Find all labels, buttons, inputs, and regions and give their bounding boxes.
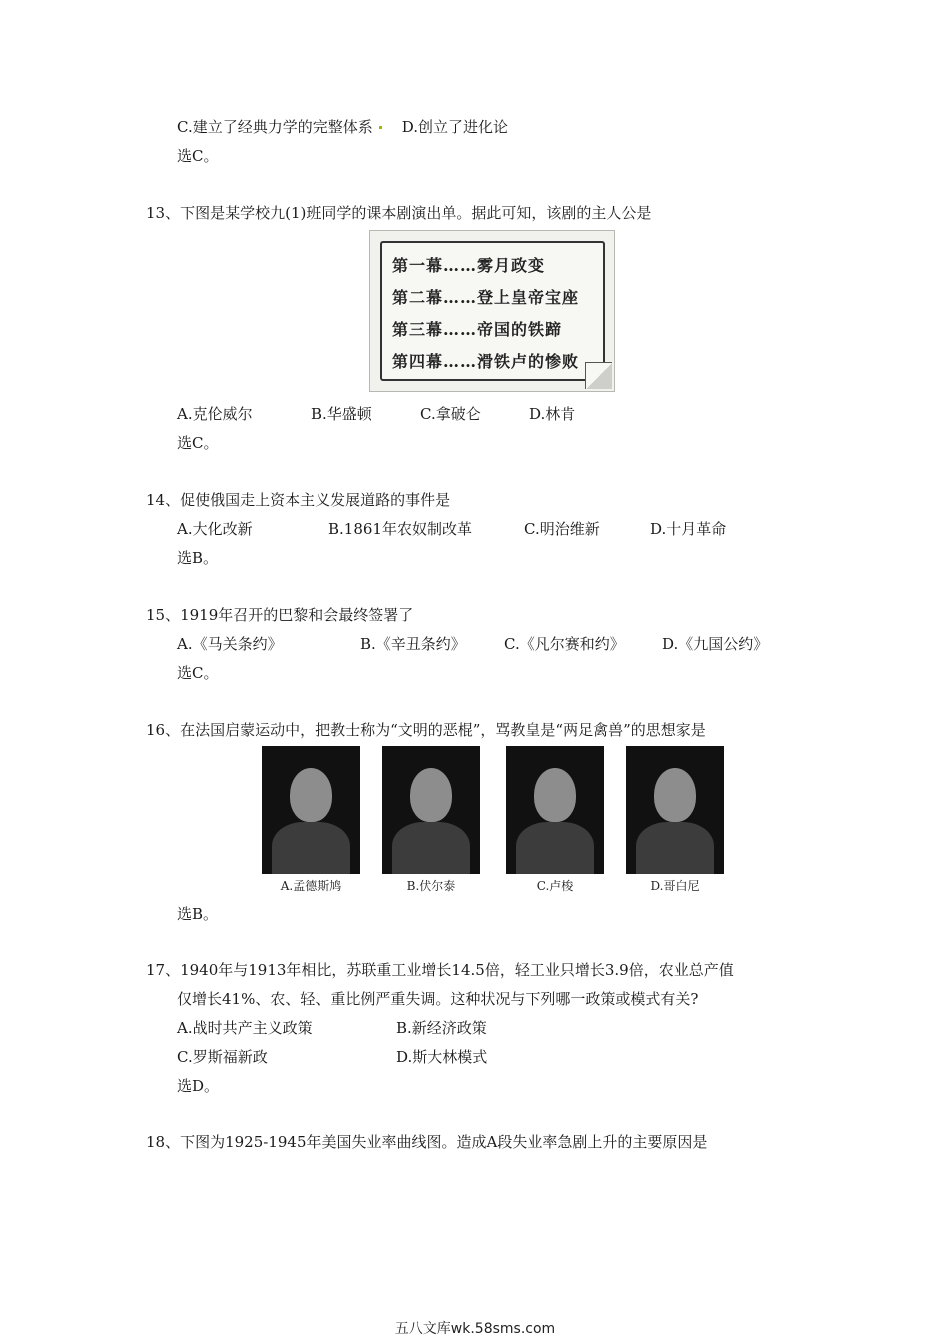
q14-option-a: A.大化改新 xyxy=(177,520,253,538)
program-act-1: 第一幕……雾月政变 xyxy=(392,256,546,275)
program-act-3: 第三幕……帝国的铁蹄 xyxy=(392,320,563,339)
q12-option-c: C.建立了经典力学的完整体系 xyxy=(177,118,373,136)
q17-option-a: A.战时共产主义政策 xyxy=(177,1019,313,1037)
q17-stem-line2: 仅增长41%、农、轻、重比例严重失调。这种状况与下列哪一政策或模式有关? xyxy=(177,990,699,1008)
q13-option-c: C.拿破仑 xyxy=(420,405,481,423)
q12-answer: 选C。 xyxy=(177,147,219,165)
q18-stem: 18、下图为1925-1945年美国失业率曲线图。造成A段失业率急剧上升的主要原因是 xyxy=(146,1133,708,1151)
portrait-caption-b: B.伏尔泰 xyxy=(406,879,456,893)
q13-option-b: B.华盛顿 xyxy=(311,405,372,423)
q15-stem: 15、1919年召开的巴黎和会最终签署了 xyxy=(146,606,414,624)
portrait-image-a xyxy=(262,746,360,874)
q13-answer: 选C。 xyxy=(177,434,219,452)
q17-option-d: D.斯大林模式 xyxy=(396,1048,488,1066)
portrait-caption-c: C.卢梭 xyxy=(536,879,574,893)
q15-answer: 选C。 xyxy=(177,664,219,682)
q14-stem: 14、促使俄国走上资本主义发展道路的事件是 xyxy=(146,491,451,509)
q16-portraits xyxy=(250,746,730,896)
q13-program-card xyxy=(369,230,615,392)
q12-option-d: D.创立了进化论 xyxy=(401,118,508,136)
program-act-2: 第二幕……登上皇帝宝座 xyxy=(392,288,580,307)
program-act-4: 第四幕……滑铁卢的惨败 xyxy=(392,352,580,371)
program-frame xyxy=(380,241,605,381)
page-curl xyxy=(585,362,612,389)
q12-options-row xyxy=(177,117,508,137)
portrait-image-b xyxy=(382,746,480,874)
q14-answer: 选B。 xyxy=(177,549,219,567)
q16-stem: 16、在法国启蒙运动中，把教士称为“文明的恶棍”，骂教皇是“两足禽兽”的思想家是 xyxy=(146,721,706,739)
q14-option-b: B.1861年农奴制改革 xyxy=(328,520,472,538)
portrait-caption-a: A.孟德斯鸠 xyxy=(280,879,342,893)
q14-option-d: D.十月革命 xyxy=(650,520,727,538)
q16-answer: 选B。 xyxy=(177,905,219,923)
q13-option-d: D.林肯 xyxy=(529,405,576,423)
q15-option-c: C.《凡尔赛和约》 xyxy=(504,635,625,653)
q17-answer: 选D。 xyxy=(177,1077,220,1095)
page-footer: 五八文库wk.58sms.com xyxy=(394,1321,556,1337)
portrait-image-d xyxy=(626,746,724,874)
q15-option-d: D.《九国公约》 xyxy=(662,635,769,653)
portrait-d xyxy=(626,746,724,894)
portrait-image-c xyxy=(506,746,604,874)
marker-dot xyxy=(379,126,382,129)
portrait-c xyxy=(506,746,604,894)
portrait-b xyxy=(382,746,480,894)
q17-option-c: C.罗斯福新政 xyxy=(177,1048,268,1066)
portrait-caption-d: D.哥白尼 xyxy=(650,879,700,893)
q17-option-b: B.新经济政策 xyxy=(396,1019,487,1037)
q15-option-a: A.《马关条约》 xyxy=(177,635,283,653)
q17-stem-line1: 17、1940年与1913年相比，苏联重工业增长14.5倍，轻工业只增长3.9倍，农业总产值 xyxy=(146,961,734,979)
portrait-a xyxy=(262,746,360,894)
q15-option-b: B.《辛丑条约》 xyxy=(360,635,466,653)
q13-stem: 13、下图是某学校九(1)班同学的课本剧演出单。据此可知，该剧的主人公是 xyxy=(146,204,652,222)
q14-option-c: C.明治维新 xyxy=(524,520,600,538)
q13-option-a: A.克伦威尔 xyxy=(177,405,253,423)
